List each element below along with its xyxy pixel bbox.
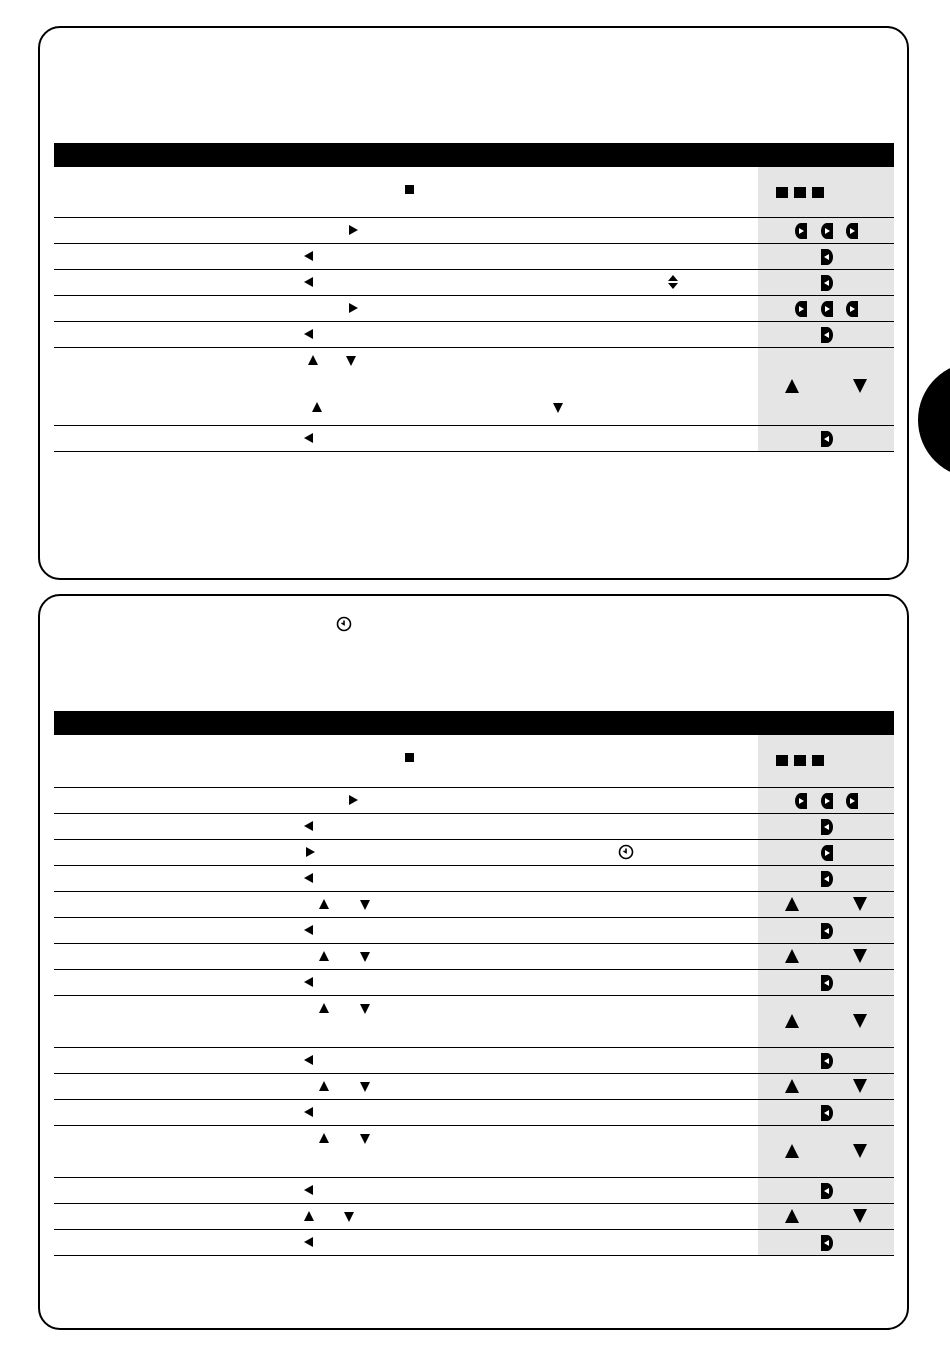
table-row bbox=[54, 1100, 894, 1126]
key-right-icon bbox=[845, 300, 859, 318]
table-header-bar bbox=[54, 711, 894, 735]
triangle-left-icon bbox=[304, 1185, 313, 1195]
triangle-down-icon bbox=[853, 897, 867, 911]
table-row bbox=[54, 296, 894, 322]
instruction-panel-1 bbox=[38, 26, 909, 580]
triangle-down-icon bbox=[344, 1212, 354, 1222]
table-row bbox=[54, 814, 894, 840]
triangle-right-icon bbox=[349, 225, 358, 235]
table-row bbox=[54, 788, 894, 814]
key-left-icon bbox=[820, 1052, 834, 1070]
triangle-down-icon bbox=[360, 1004, 370, 1014]
led-block-icon bbox=[794, 187, 806, 198]
triangle-down-icon bbox=[360, 1082, 370, 1092]
triangle-up-icon bbox=[312, 402, 322, 412]
shaded-column bbox=[758, 996, 894, 1047]
procedure-table-1 bbox=[54, 143, 894, 452]
key-left-icon bbox=[820, 248, 834, 266]
triangle-down-icon bbox=[346, 356, 356, 366]
instruction-panel-2 bbox=[38, 594, 909, 1330]
table-row bbox=[54, 1048, 894, 1074]
table-row bbox=[54, 167, 894, 218]
triangle-down-icon bbox=[853, 1144, 867, 1158]
triangle-up-icon bbox=[785, 1079, 799, 1093]
triangle-up-icon bbox=[304, 1211, 314, 1221]
table-row bbox=[54, 866, 894, 892]
led-block-icon bbox=[776, 187, 788, 198]
table-row bbox=[54, 348, 894, 426]
triangle-up-icon bbox=[785, 1209, 799, 1223]
procedure-table-2 bbox=[54, 711, 894, 1256]
triangle-up-icon bbox=[785, 1014, 799, 1028]
led-block-icon bbox=[776, 755, 788, 766]
triangle-up-icon bbox=[319, 899, 329, 909]
key-right-icon bbox=[820, 844, 834, 862]
triangle-left-icon bbox=[304, 977, 313, 987]
led-block-icon bbox=[794, 755, 806, 766]
triangle-left-icon bbox=[304, 433, 313, 443]
triangle-up-icon bbox=[319, 1133, 329, 1143]
table-row bbox=[54, 892, 894, 918]
triangle-up-icon bbox=[319, 951, 329, 961]
key-left-icon bbox=[820, 818, 834, 836]
table-row bbox=[54, 1178, 894, 1204]
key-left-icon bbox=[820, 922, 834, 940]
key-right-icon bbox=[820, 222, 834, 240]
triangle-up-icon bbox=[319, 1003, 329, 1013]
stop-square-icon bbox=[405, 185, 414, 194]
key-right-icon bbox=[794, 222, 808, 240]
triangle-up-icon bbox=[785, 1144, 799, 1158]
up-down-arrows-icon bbox=[668, 275, 678, 289]
table-row bbox=[54, 1204, 894, 1230]
triangle-down-icon bbox=[553, 403, 563, 413]
shaded-column bbox=[758, 1074, 894, 1099]
triangle-left-icon bbox=[304, 925, 313, 935]
triangle-down-icon bbox=[853, 949, 867, 963]
key-left-icon bbox=[820, 326, 834, 344]
key-right-icon bbox=[794, 792, 808, 810]
table-row bbox=[54, 970, 894, 996]
triangle-left-icon bbox=[304, 1055, 313, 1065]
table-row bbox=[54, 918, 894, 944]
table-row bbox=[54, 1230, 894, 1256]
triangle-down-icon bbox=[853, 1014, 867, 1028]
triangle-down-icon bbox=[360, 900, 370, 910]
shaded-column bbox=[758, 944, 894, 969]
key-left-icon bbox=[820, 1104, 834, 1122]
triangle-up-icon bbox=[319, 1081, 329, 1091]
triangle-down-icon bbox=[360, 1134, 370, 1144]
led-block-icon bbox=[812, 755, 824, 766]
triangle-left-icon bbox=[304, 329, 313, 339]
key-left-icon bbox=[820, 1182, 834, 1200]
key-right-icon bbox=[820, 792, 834, 810]
table-row bbox=[54, 735, 894, 788]
table-row bbox=[54, 322, 894, 348]
triangle-left-icon bbox=[304, 1107, 313, 1117]
table-row bbox=[54, 996, 894, 1048]
key-left-icon bbox=[820, 1234, 834, 1252]
table-row bbox=[54, 944, 894, 970]
table-row bbox=[54, 426, 894, 452]
triangle-left-icon bbox=[304, 821, 313, 831]
shaded-column bbox=[758, 892, 894, 917]
clock-icon bbox=[618, 844, 634, 860]
triangle-up-icon bbox=[785, 379, 799, 393]
triangle-left-icon bbox=[304, 1237, 313, 1247]
triangle-right-icon bbox=[349, 795, 358, 805]
table-row bbox=[54, 1074, 894, 1100]
key-left-icon bbox=[820, 974, 834, 992]
clock-icon bbox=[336, 616, 352, 632]
key-left-icon bbox=[820, 430, 834, 448]
triangle-up-icon bbox=[785, 949, 799, 963]
triangle-down-icon bbox=[853, 1079, 867, 1093]
triangle-down-icon bbox=[853, 1209, 867, 1223]
table-row bbox=[54, 840, 894, 866]
key-right-icon bbox=[820, 300, 834, 318]
shaded-column bbox=[758, 1204, 894, 1229]
table-row bbox=[54, 218, 894, 244]
triangle-down-icon bbox=[853, 379, 867, 393]
key-right-icon bbox=[845, 222, 859, 240]
triangle-left-icon bbox=[304, 873, 313, 883]
key-right-icon bbox=[794, 300, 808, 318]
triangle-up-icon bbox=[308, 355, 318, 365]
key-left-icon bbox=[820, 274, 834, 292]
triangle-left-icon bbox=[304, 277, 313, 287]
triangle-right-icon bbox=[349, 303, 358, 313]
key-left-icon bbox=[820, 870, 834, 888]
table-header-bar bbox=[54, 143, 894, 167]
triangle-up-icon bbox=[785, 897, 799, 911]
triangle-left-icon bbox=[304, 251, 313, 261]
triangle-right-icon bbox=[306, 847, 315, 857]
table-row bbox=[54, 244, 894, 270]
key-right-icon bbox=[845, 792, 859, 810]
section-tab bbox=[918, 362, 950, 478]
stop-square-icon bbox=[405, 753, 414, 762]
table-row bbox=[54, 1126, 894, 1178]
triangle-down-icon bbox=[360, 952, 370, 962]
shaded-column bbox=[758, 1126, 894, 1177]
table-row bbox=[54, 270, 894, 296]
shaded-column bbox=[758, 348, 894, 425]
led-block-icon bbox=[812, 187, 824, 198]
